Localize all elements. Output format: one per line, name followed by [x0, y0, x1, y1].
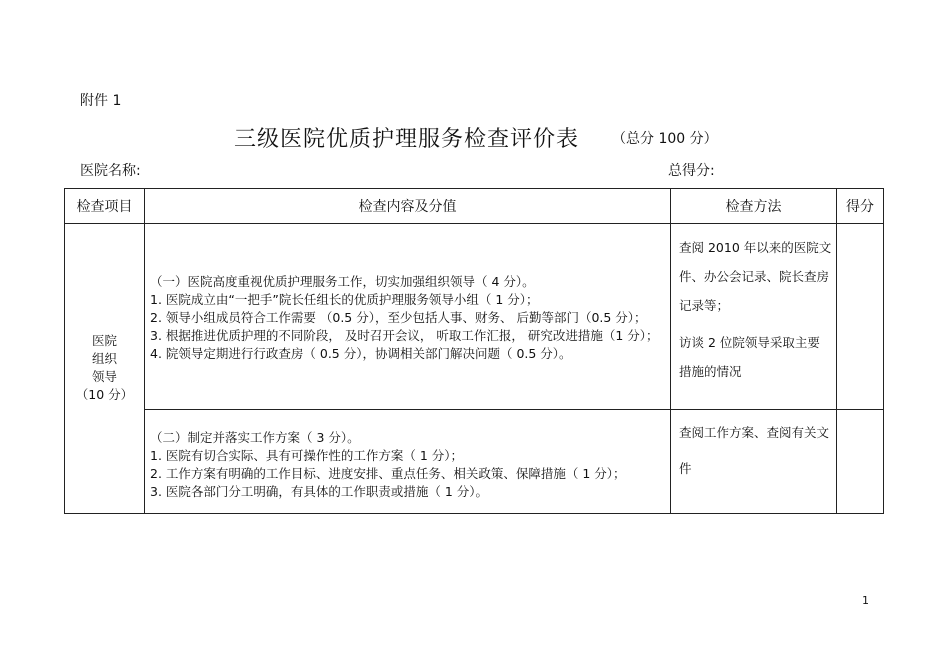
- column-header-method: 检查方法: [725, 199, 782, 215]
- category-line: 医院: [91, 333, 117, 348]
- section-1-method: [679, 233, 839, 386]
- header-row-divider: [65, 223, 883, 224]
- category-line: （10 分）: [75, 387, 134, 402]
- content-line: （一）医院高度重视优质护理服务工作，切实加强组织领导（ 4 分）。: [150, 274, 535, 289]
- attachment-label: 附件 1: [80, 93, 122, 109]
- content-line: 2. 工作方案有明确的工作目标、进度安排、重点任务、相关政策、保障措施（ 1 分）；: [150, 466, 626, 481]
- method-line: 件: [679, 461, 692, 476]
- column-header-score: 得分: [846, 199, 874, 215]
- column-header-content: 检查内容及分值: [358, 199, 457, 215]
- evaluation-table: [64, 188, 884, 514]
- category-cell: [65, 223, 144, 513]
- section-2-content: [150, 429, 670, 501]
- method-line: 件、办公会记录、院长查房: [679, 269, 830, 284]
- content-line: 4. 院领导定期进行行政查房（ 0.5 分），协调相关部门解决问题（ 0.5 分）。: [150, 346, 572, 361]
- category-line: 领导: [91, 369, 117, 384]
- column-divider: [670, 189, 671, 513]
- method-line: 访谈 2 位院领导采取主要: [679, 335, 820, 350]
- method-line: 措施的情况: [679, 364, 742, 379]
- total-score-label: 总得分:: [668, 163, 715, 179]
- column-divider: [144, 189, 145, 513]
- method-line: 查阅 2010 年以来的医院文: [679, 240, 832, 255]
- total-score-note: （总分 100 分）: [612, 131, 718, 147]
- content-line: 3. 根据推进优质护理的不同阶段， 及时召开会议， 听取工作汇报， 研究改进措施（1 分）；: [150, 328, 659, 343]
- content-line: 1. 医院成立由“一把手”院长任组长的优质护理服务领导小组（ 1 分）；: [150, 292, 539, 307]
- column-header-item: 检查项目: [76, 199, 133, 215]
- section-1-content: [150, 273, 670, 363]
- content-line: 3. 医院各部门分工明确，有具体的工作职责或措施（ 1 分）。: [150, 484, 489, 499]
- content-line: 2. 领导小组成员符合工作需要 （0.5 分），至少包括人事、财务、 后勤等部门（0.5 分）；: [150, 310, 647, 325]
- method-line: 记录等；: [679, 298, 730, 313]
- hospital-name-label: 医院名称:: [80, 163, 141, 179]
- page-number: 1: [862, 594, 869, 607]
- category-line: 组织: [91, 351, 117, 366]
- section-row-divider: [144, 409, 883, 410]
- content-line: 1. 医院有切合实际、具有可操作性的工作方案（ 1 分）；: [150, 448, 464, 463]
- content-line: （二）制定并落实工作方案（ 3 分）。: [150, 430, 360, 445]
- section-2-method: [679, 415, 839, 487]
- method-line: 查阅工作方案、查阅有关文: [679, 425, 830, 440]
- document-title: 三级医院优质护理服务检查评价表: [234, 127, 580, 152]
